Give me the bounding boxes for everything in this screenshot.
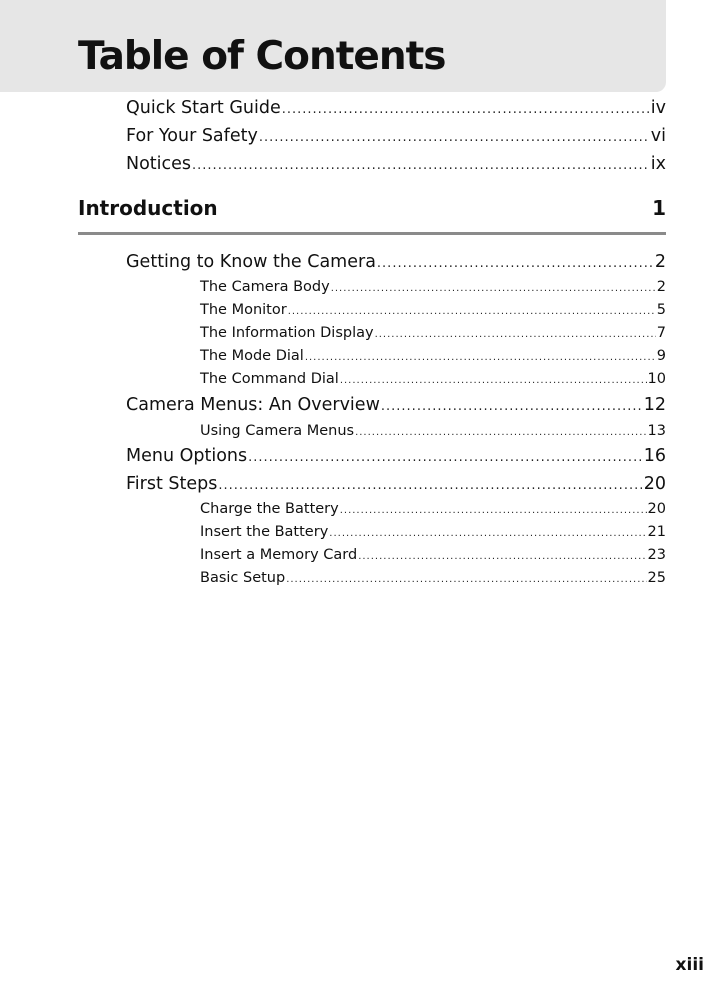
dot-leader: [282, 102, 650, 117]
chapter-divider: [78, 232, 666, 235]
toc-entry-the-mode-dial[interactable]: [200, 348, 666, 364]
dot-leader: [340, 375, 647, 386]
dot-leader: [331, 283, 656, 294]
toc-entry-getting-to-know-the-camera[interactable]: [126, 252, 666, 272]
toc-entry-for-your-safety[interactable]: [126, 126, 666, 146]
toc-entry-page: iv: [650, 98, 666, 118]
chapter-page: 1: [652, 196, 666, 220]
toc-entry-page: 9: [656, 348, 666, 364]
toc-entry-page: 2: [656, 279, 666, 295]
dot-leader: [192, 158, 650, 173]
toc-entry-the-information-display[interactable]: [200, 325, 666, 341]
toc-entry-menu-options[interactable]: [126, 446, 666, 466]
toc-entry-page: 16: [643, 446, 666, 466]
toc-entry-label: The Information Display: [200, 325, 374, 341]
toc-entry-insert-the-battery[interactable]: [200, 524, 666, 540]
toc-entry-charge-the-battery[interactable]: [200, 501, 666, 517]
dot-leader: [248, 450, 643, 465]
toc-entry-the-camera-body[interactable]: [200, 279, 666, 295]
toc-entry-camera-menus-an-overview[interactable]: [126, 395, 666, 415]
toc-entry-label: The Monitor: [200, 302, 287, 318]
dot-leader: [288, 306, 656, 317]
toc-entry-label: Camera Menus: An Overview: [126, 395, 380, 415]
toc-entry-label: The Camera Body: [200, 279, 330, 295]
toc-entry-label: Using Camera Menus: [200, 423, 355, 439]
toc-entry-page: 5: [656, 302, 666, 318]
toc-entry-page: 2: [654, 252, 666, 272]
toc-entry-page: ix: [650, 154, 666, 174]
toc-entry-label: Menu Options: [126, 446, 248, 466]
toc-entry-page: 12: [643, 395, 666, 415]
toc-entry-label: Getting to Know the Camera: [126, 252, 376, 272]
dot-leader: [286, 574, 646, 585]
toc-entry-the-monitor[interactable]: [200, 302, 666, 318]
chapter-title: Introduction: [78, 196, 218, 220]
toc-entry-label: The Command Dial: [200, 371, 339, 387]
toc-entry-page: 20: [643, 474, 666, 494]
toc-entry-page: 25: [647, 570, 666, 586]
toc-entry-page: vi: [650, 126, 666, 146]
toc-entry-label: The Mode Dial: [200, 348, 304, 364]
toc-entry-using-camera-menus[interactable]: [200, 423, 666, 439]
toc-entry-label: Basic Setup: [200, 570, 286, 586]
toc-entry-label: Quick Start Guide: [126, 98, 281, 118]
dot-leader: [305, 352, 656, 363]
dot-leader: [377, 256, 654, 271]
dot-leader: [218, 478, 642, 493]
toc-entry-label: Insert the Battery: [200, 524, 329, 540]
chapter-heading-introduction[interactable]: [78, 196, 666, 220]
toc-entry-quick-start-guide[interactable]: [126, 98, 666, 118]
toc-entry-label: Notices: [126, 154, 192, 174]
toc-entry-page: 13: [647, 423, 666, 439]
toc-entry-label: First Steps: [126, 474, 218, 494]
toc-entry-page: 7: [656, 325, 666, 341]
page-title: Table of Contents: [78, 34, 446, 79]
toc-entry-notices[interactable]: [126, 154, 666, 174]
dot-leader: [259, 130, 650, 145]
page-number: xiii: [675, 955, 704, 975]
toc-entry-page: 20: [647, 501, 666, 517]
toc-entry-first-steps[interactable]: [126, 474, 666, 494]
dot-leader: [340, 505, 647, 516]
toc-entry-label: For Your Safety: [126, 126, 258, 146]
toc-entry-label: Charge the Battery: [200, 501, 339, 517]
dot-leader: [358, 551, 646, 562]
dot-leader: [329, 528, 646, 539]
toc-entry-page: 23: [647, 547, 666, 563]
toc-entry-basic-setup[interactable]: [200, 570, 666, 586]
dot-leader: [375, 329, 656, 340]
toc-entry-the-command-dial[interactable]: [200, 371, 666, 387]
toc-entry-label: Insert a Memory Card: [200, 547, 358, 563]
toc-entry-page: 10: [647, 371, 666, 387]
toc-entry-page: 21: [647, 524, 666, 540]
dot-leader: [381, 399, 643, 414]
toc-entry-insert-a-memory-card[interactable]: [200, 547, 666, 563]
dot-leader: [355, 427, 646, 438]
